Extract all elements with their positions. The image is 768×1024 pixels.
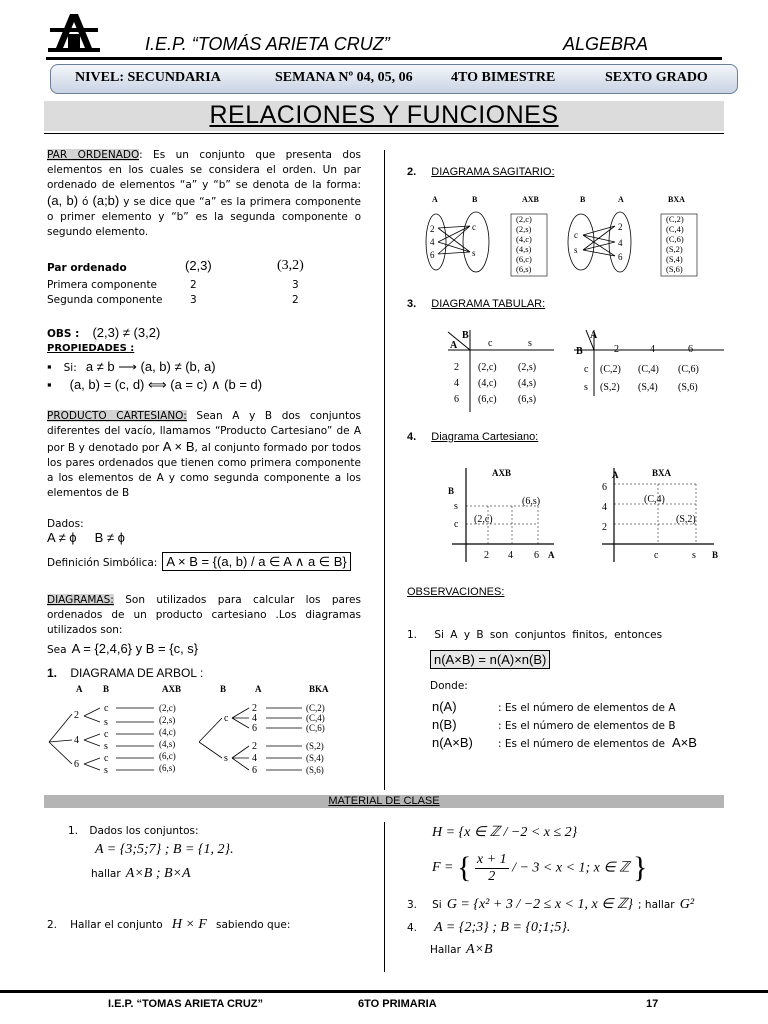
tree-node: 6 bbox=[74, 759, 79, 770]
svg-text:(2,c): (2,c) bbox=[516, 214, 532, 224]
svg-text:6: 6 bbox=[534, 550, 539, 561]
svg-text:6: 6 bbox=[618, 252, 623, 262]
info-bar bbox=[50, 64, 738, 94]
column-divider-top bbox=[384, 150, 385, 790]
svg-text:6: 6 bbox=[454, 394, 459, 405]
obs-line: OBS : (2,3) ≠ (3,2) bbox=[47, 325, 161, 340]
nonempty-conditions: A ≠ ϕ B ≠ ϕ bbox=[47, 530, 125, 545]
svg-text:B: B bbox=[448, 486, 455, 496]
tree-pair: (C,6) bbox=[306, 723, 325, 733]
svg-text:4: 4 bbox=[618, 238, 623, 248]
tree-node: 2 bbox=[252, 741, 257, 752]
diagramas-section: DIAGRAMAS: Son utilizados para calcular los pares ordenados de un producto cartesiano .Los diagramas utilizados son: bbox=[47, 594, 361, 636]
svg-text:c: c bbox=[454, 519, 459, 530]
svg-text:(4,s): (4,s) bbox=[518, 378, 537, 389]
sagitario-diagram bbox=[418, 190, 708, 280]
svg-text:4: 4 bbox=[508, 550, 513, 561]
svg-text:(2,c): (2,c) bbox=[478, 362, 497, 373]
page-number: 17 bbox=[646, 998, 659, 1010]
svg-text:(S,2): (S,2) bbox=[666, 244, 683, 254]
pair-notation-1: (a, b) bbox=[47, 193, 79, 208]
tree-node: 4 bbox=[252, 713, 257, 724]
tree-pair: (4,s) bbox=[159, 739, 176, 749]
header-school: I.E.P. “TOMÁS ARIETA CRUZ” bbox=[145, 34, 390, 54]
svg-text:BXA: BXA bbox=[668, 195, 685, 204]
svg-text:(4,c): (4,c) bbox=[478, 378, 497, 389]
footer-grade: 6TO PRIMARIA bbox=[358, 998, 437, 1010]
svg-text:4: 4 bbox=[602, 502, 607, 513]
observaciones-heading: OBSERVACIONES: bbox=[407, 586, 505, 598]
cartesian-diagram bbox=[444, 462, 724, 566]
question-4: 4. A = {2;3} ; B = {0;1;5}. bbox=[407, 920, 571, 935]
tree-pair: (S,4) bbox=[306, 753, 324, 763]
svg-text:B: B bbox=[712, 550, 719, 560]
par-ordenado-section: PAR ORDENADO: Es un conjunto que presenta dos elementos en los cuales se considera el orden. Un par ordenado de elementos “a” y “b” se denota de la forma: (a, b) ó (a;b) y se dice que “a” es la primera componente o primer elemento y “b” es la segunda componente o segundo elemento. bbox=[47, 149, 361, 238]
svg-text:B: B bbox=[580, 195, 586, 204]
tree-node: 4 bbox=[252, 753, 257, 764]
svg-text:4: 4 bbox=[430, 237, 435, 247]
par-ordenado-heading: PAR ORDENADO bbox=[47, 149, 140, 161]
tree-pair: (6,c) bbox=[159, 751, 176, 761]
svg-text:2: 2 bbox=[430, 224, 435, 234]
svg-text:A: A bbox=[432, 195, 438, 204]
header-subject: ALGEBRA bbox=[563, 34, 649, 54]
tree-pair: (S,6) bbox=[306, 765, 324, 775]
propiedades-heading: PROPIEDADES : bbox=[47, 343, 135, 354]
svg-text:B: B bbox=[576, 346, 583, 357]
week-label: SEMANA Nº 04, 05, 06 bbox=[275, 70, 413, 85]
svg-text:s: s bbox=[472, 248, 476, 258]
svg-text:6: 6 bbox=[602, 482, 607, 493]
svg-text:(S,4): (S,4) bbox=[638, 382, 658, 393]
svg-text:s: s bbox=[528, 338, 532, 349]
question-2: 2. Hallar el conjunto H × F sabiendo que: bbox=[47, 917, 291, 932]
svg-text:(C,2): (C,2) bbox=[666, 214, 684, 224]
tree-header: A bbox=[76, 684, 83, 694]
tree-node: 6 bbox=[252, 765, 257, 776]
property-2: ▪ (a, b) = (c, d) ⟺ (a = c) ∧ (b = d) bbox=[47, 377, 263, 392]
sagitario-heading: 2. DIAGRAMA SAGITARIO: bbox=[407, 166, 555, 178]
sets-definition: Sea A = {2,4,6} y B = {c, s} bbox=[47, 641, 199, 656]
svg-text:s: s bbox=[584, 382, 588, 393]
pair-notation-2: (a;b) bbox=[92, 193, 120, 208]
producto-cartesiano-section: PRODUCTO CARTESIANO: Sean A y B dos conjuntos diferentes del vacío, llamamos “Producto Cartesiano” de A por B y denotado por A × B, al conjunto formado por todos los pares ordenados que tienen como primera componente a los elementos de A y como segunda componente a los elementos de B bbox=[47, 410, 361, 499]
tree-header: BKA bbox=[309, 684, 329, 694]
svg-text:(2,c): (2,c) bbox=[474, 514, 493, 525]
question-3: 3. Si G = {x² + 3 / −2 ≤ x < 1, x ∈ ℤ} ; hallar G² bbox=[407, 897, 695, 912]
definition-list: n(A) : Es el número de elementos de A n(B) : Es el número de elementos de B n(A×B) : Es el número de elementos de A×B bbox=[432, 699, 697, 750]
svg-text:c: c bbox=[488, 338, 493, 349]
tree-node: s bbox=[104, 717, 108, 728]
footer-school: I.E.P. “TOMAS ARIETA CRUZ” bbox=[108, 998, 264, 1010]
tree-pair: (S,2) bbox=[306, 741, 324, 751]
svg-text:BXA: BXA bbox=[652, 468, 672, 478]
donde-label: Donde: bbox=[430, 680, 468, 692]
svg-text:A: A bbox=[612, 470, 619, 480]
svg-text:2: 2 bbox=[454, 362, 459, 373]
observacion-1: 1. Si A y B son conjuntos finitos, entonces bbox=[407, 629, 663, 641]
tree-pair: (C,2) bbox=[306, 703, 325, 713]
svg-text:AXB: AXB bbox=[522, 195, 539, 204]
svg-text:(C,6): (C,6) bbox=[666, 234, 684, 244]
svg-text:4: 4 bbox=[454, 378, 459, 389]
cartesiano-heading: 4. Diagrama Cartesiano: bbox=[407, 431, 539, 443]
svg-text:c: c bbox=[654, 550, 659, 561]
property-1: ▪ Si: a ≠ b ⟶ (a, b) ≠ (b, a) bbox=[47, 359, 216, 374]
svg-text:A: A bbox=[450, 340, 458, 351]
svg-text:B: B bbox=[472, 195, 478, 204]
tree-node: 2 bbox=[74, 710, 79, 721]
svg-text:s: s bbox=[574, 245, 578, 255]
svg-text:c: c bbox=[472, 222, 476, 232]
svg-text:2: 2 bbox=[602, 522, 607, 533]
tree-node: c bbox=[104, 753, 109, 764]
tree-node: 6 bbox=[252, 723, 257, 734]
header-rule bbox=[46, 57, 722, 60]
set-f-definition: F = { $\frac{x + 1}{2}$ / − 3 < x < 1; x ∈ ℤ } bbox=[432, 851, 648, 884]
svg-text:s: s bbox=[454, 501, 458, 512]
svg-text:(C,4): (C,4) bbox=[666, 224, 684, 234]
arbol-heading: 1. DIAGRAMA DE ARBOL : bbox=[47, 666, 204, 680]
svg-text:(S,6): (S,6) bbox=[678, 382, 698, 393]
svg-text:(C,4): (C,4) bbox=[644, 494, 665, 505]
tabular-heading: 3. DIAGRAMA TABULAR: bbox=[407, 298, 546, 310]
set-h-definition: H = {x ∈ ℤ / −2 < x ≤ 2} bbox=[432, 825, 578, 840]
grade-label: SEXTO GRADO bbox=[605, 70, 708, 85]
tree-node: s bbox=[104, 741, 108, 752]
tree-node: c bbox=[104, 703, 109, 714]
svg-text:(6,c): (6,c) bbox=[516, 254, 532, 264]
svg-text:(S,2): (S,2) bbox=[600, 382, 620, 393]
svg-text:(2,s): (2,s) bbox=[518, 362, 537, 373]
svg-text:6: 6 bbox=[430, 250, 435, 260]
svg-text:2: 2 bbox=[614, 344, 619, 355]
svg-text:2: 2 bbox=[618, 222, 623, 232]
svg-text:2: 2 bbox=[484, 550, 489, 561]
tree-pair: (2,c) bbox=[159, 703, 176, 713]
svg-text:(6,s): (6,s) bbox=[516, 264, 532, 274]
footer-rule bbox=[0, 990, 768, 993]
par-table: Par ordenado (2,3) (3,2) Primera componente 2 3 Segunda componente 3 2 bbox=[47, 258, 304, 306]
svg-text:6: 6 bbox=[688, 344, 693, 355]
tabular-diagram bbox=[444, 326, 724, 412]
tree-pair: (4,c) bbox=[159, 727, 176, 737]
svg-text:B: B bbox=[462, 330, 469, 341]
svg-text:c: c bbox=[584, 364, 589, 375]
producto-heading: PRODUCTO CARTESIANO: bbox=[47, 410, 187, 422]
svg-text:(4,s): (4,s) bbox=[516, 244, 532, 254]
tree-pair: (2,s) bbox=[159, 715, 176, 725]
svg-text:(6,c): (6,c) bbox=[478, 394, 497, 405]
svg-text:(2,s): (2,s) bbox=[516, 224, 532, 234]
svg-text:(6,s): (6,s) bbox=[522, 496, 541, 507]
level-label: NIVEL: SECUNDARIA bbox=[75, 70, 221, 85]
svg-text:(S,2): (S,2) bbox=[676, 514, 696, 525]
tree-node: c bbox=[104, 729, 109, 740]
title-rule bbox=[44, 133, 724, 134]
diagramas-heading: DIAGRAMAS: bbox=[47, 594, 114, 606]
svg-text:(S,6): (S,6) bbox=[666, 264, 683, 274]
svg-text:(6,s): (6,s) bbox=[518, 394, 537, 405]
tree-header: B bbox=[220, 684, 227, 694]
tree-header: B bbox=[103, 684, 110, 694]
question-1-hallar: hallar A×B ; B×A bbox=[91, 866, 191, 881]
question-4-hallar: Hallar A×B bbox=[430, 942, 493, 957]
cardinality-formula: n(A×B) = n(A)×n(B) bbox=[430, 650, 550, 669]
page-title: RELACIONES Y FUNCIONES bbox=[209, 101, 559, 129]
tree-node: 2 bbox=[252, 703, 257, 714]
logo-icon bbox=[46, 8, 102, 54]
tree-diagram bbox=[44, 682, 344, 777]
definition-formula: A × B = {(a, b) / a ∈ A ∧ a ∈ B} bbox=[162, 552, 350, 571]
tree-header: A bbox=[255, 684, 262, 694]
svg-text:(4,c): (4,c) bbox=[516, 234, 532, 244]
tree-node: s bbox=[104, 765, 108, 776]
svg-text:(C,2): (C,2) bbox=[600, 364, 621, 375]
tree-node: s bbox=[224, 753, 228, 764]
svg-text:(C,6): (C,6) bbox=[678, 364, 699, 375]
svg-text:AXB: AXB bbox=[492, 468, 512, 478]
svg-text:s: s bbox=[692, 550, 696, 561]
svg-text:A: A bbox=[590, 330, 598, 341]
tree-pair: (C,4) bbox=[306, 713, 325, 723]
tree-header: AXB bbox=[162, 684, 182, 694]
question-1-sets: A = {3;5;7} ; B = {1, 2}. bbox=[95, 842, 234, 857]
school-logo bbox=[46, 8, 102, 54]
svg-text:A: A bbox=[618, 195, 624, 204]
term-label: 4TO BIMESTRE bbox=[451, 70, 556, 85]
svg-text:A: A bbox=[548, 550, 555, 560]
question-1: 1. Dados los conjuntos: bbox=[68, 825, 199, 837]
dados-label: Dados: bbox=[47, 518, 84, 530]
svg-text:(S,4): (S,4) bbox=[666, 254, 683, 264]
svg-text:4: 4 bbox=[650, 344, 655, 355]
column-divider-bottom bbox=[384, 822, 385, 972]
svg-text:c: c bbox=[574, 230, 578, 240]
definicion-simbolica: Definición Simbólica: A × B = {(a, b) / a ∈ A ∧ a ∈ B} bbox=[47, 551, 351, 571]
svg-text:(C,4): (C,4) bbox=[638, 364, 659, 375]
tree-node: c bbox=[224, 713, 229, 724]
tree-pair: (6,s) bbox=[159, 763, 176, 773]
material-title: MATERIAL DE CLASE bbox=[328, 795, 440, 807]
tree-node: 4 bbox=[74, 735, 79, 746]
